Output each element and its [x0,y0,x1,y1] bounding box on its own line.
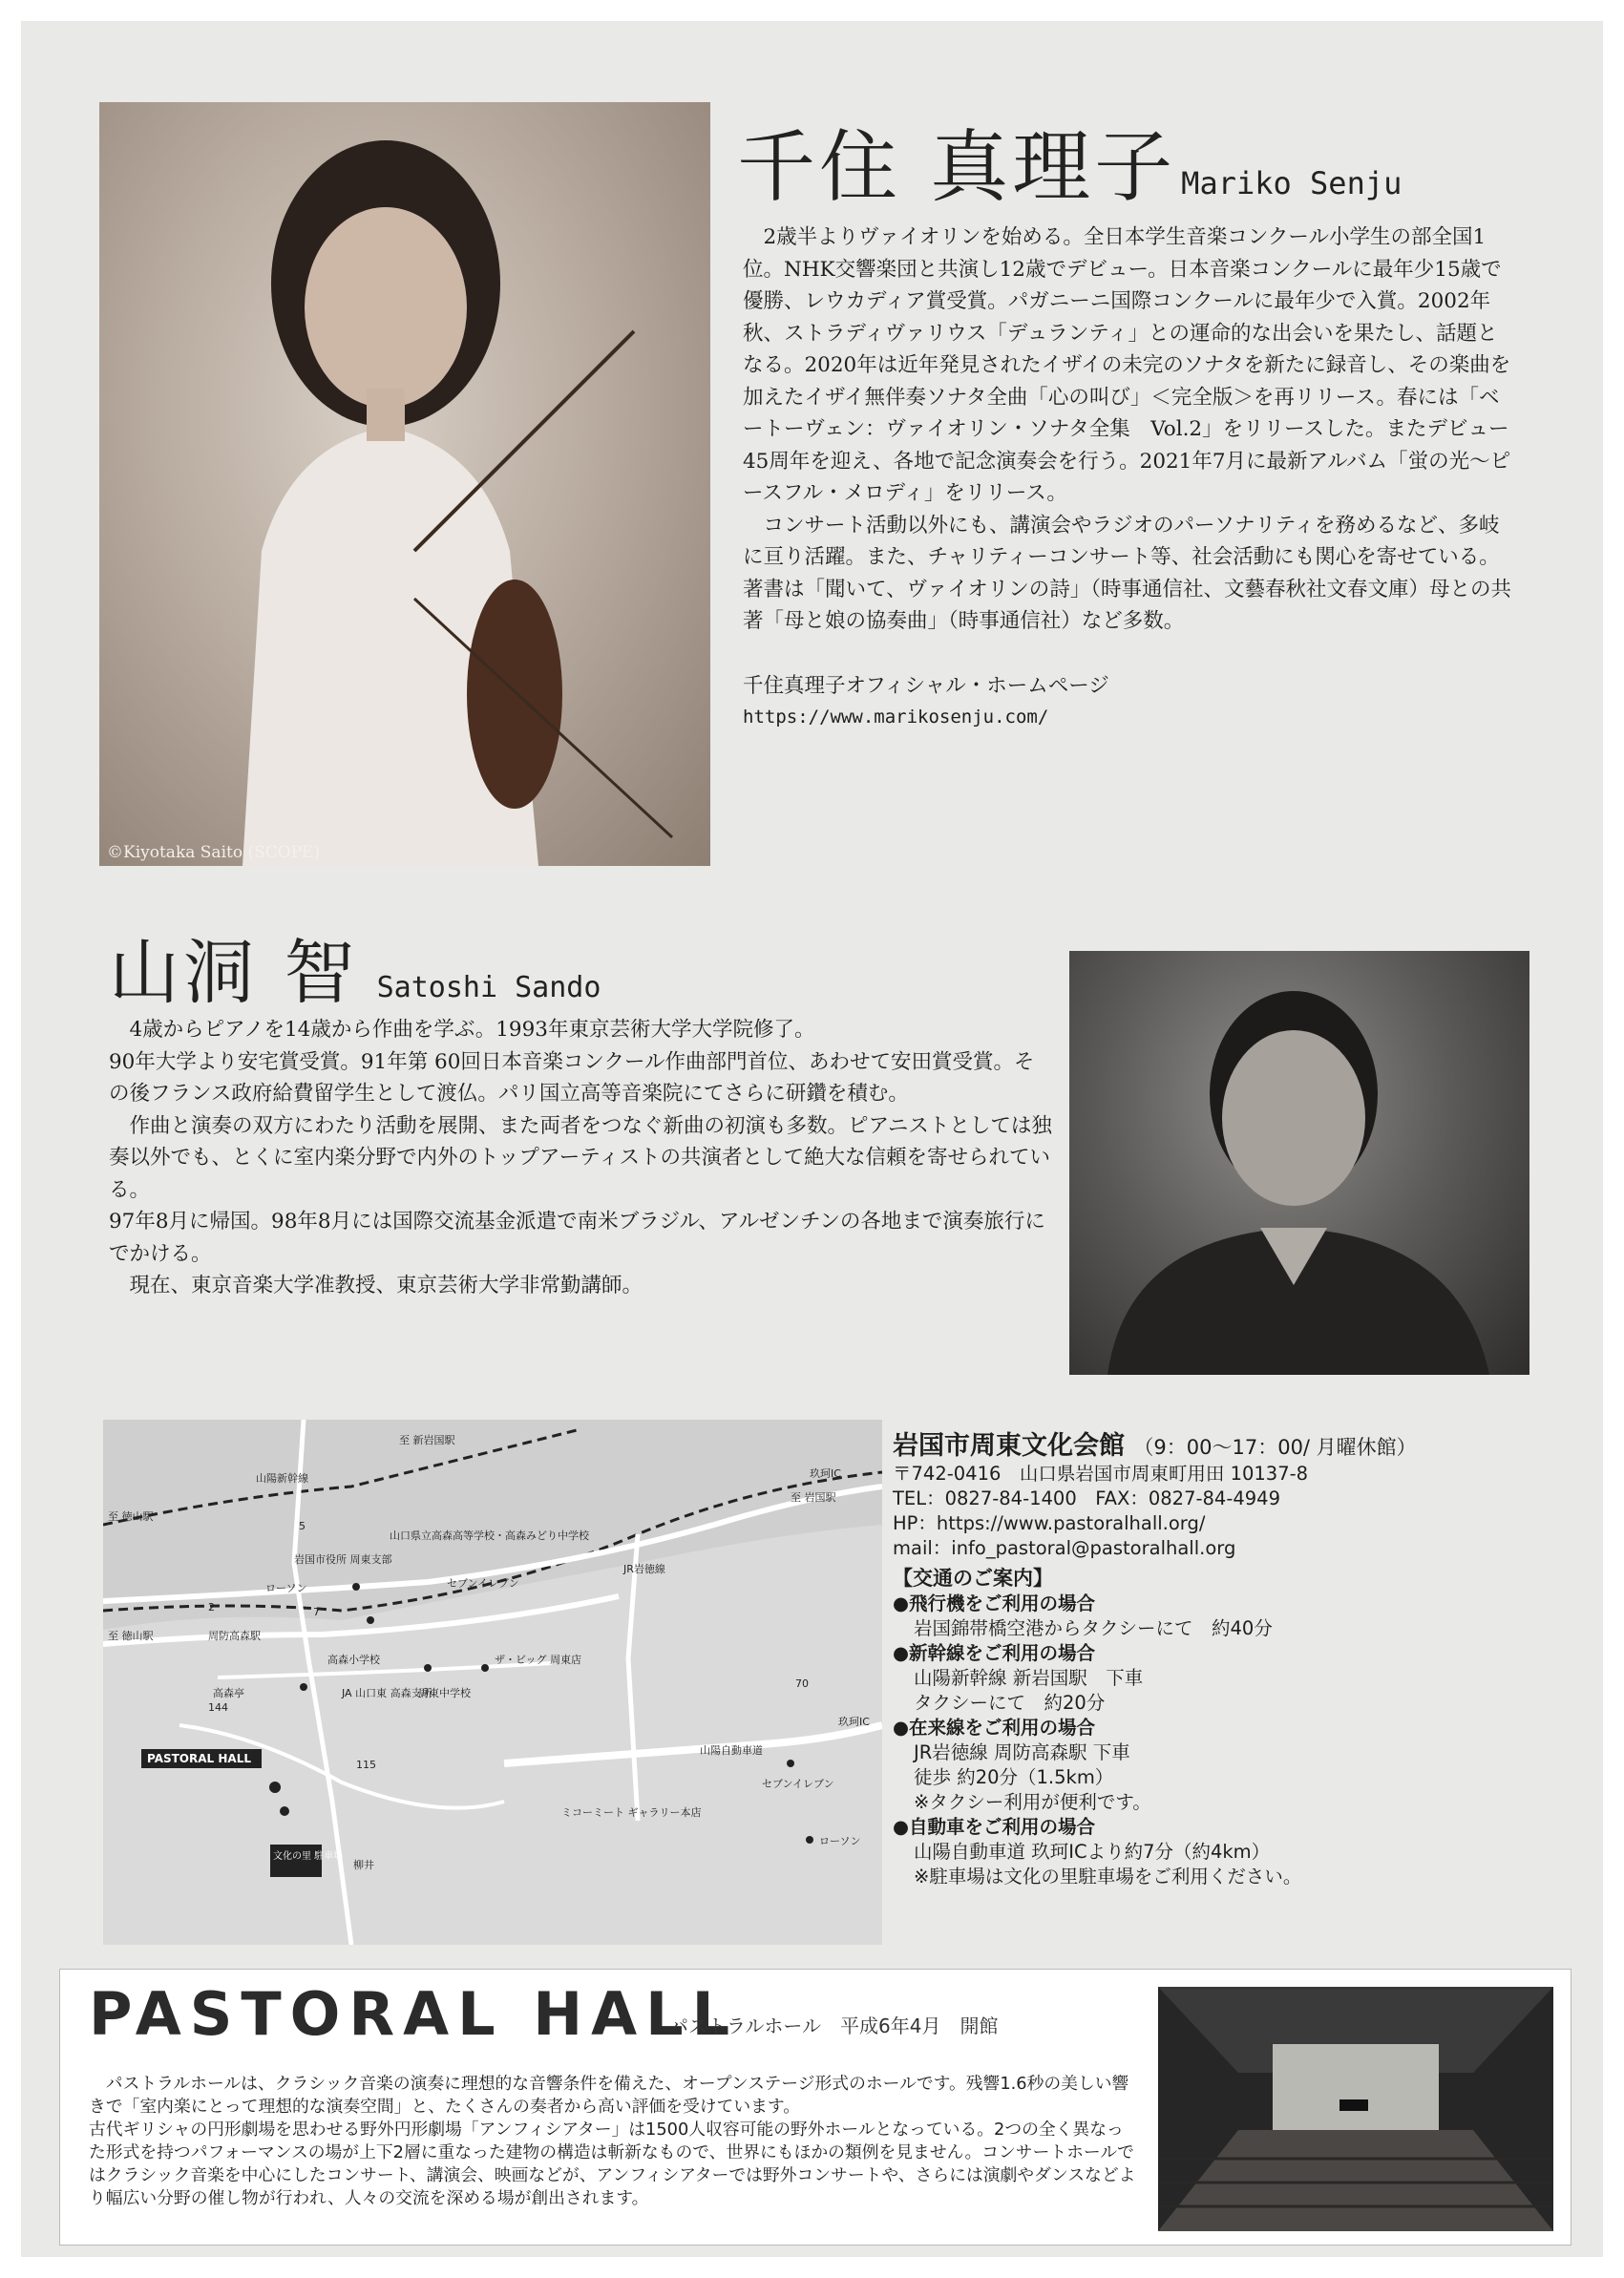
map-label-yanai: 柳井 [353,1859,374,1871]
map-label-seven-2: セブンイレブン [762,1778,834,1790]
map-label-ja: JA 山口東 高森支所 [342,1687,432,1699]
senju-name-en: Mariko Senju [1181,165,1403,201]
sando-bio-paragraph-1: 4歳からピアノを14歳から作曲を学ぶ。1993年東京芸術大学大学院修了。 [129,1018,815,1042]
senju-bio-paragraph-2: コンサート活動以外にも、講演会やラジオのパーソナリティを務めるなど、多岐に亘り活躍。また、チャリティーコンサート等、社会活動にも関心を寄せている。著書は「聞いて、ヴァイオリンの詩」（時事通信社、文藝春秋社文春文庫）母との共著「母と娘の協奏曲」（時事通信社）など多数。 [743,513,1511,633]
photo-credit: ©Kiyotaka Saito (SCOPE) [107,843,321,862]
sando-bio-paragraph-5: 現在、東京音楽大学准教授、東京芸術大学非常勤講師。 [129,1274,643,1297]
hall-desc-paragraph-1: パストラルホールは、クラシック音楽の演奏に理想的な音響条件を備えた、オープンステージ形式のホールです。残響1.6秒の美しい響きで「室内楽にとって理想的な演奏空間」と、たくさんの奏者から高い評価を受けています。 [89,2074,1129,2117]
access-train-head: ●在来線をご利用の場合 [893,1717,1096,1739]
pastoral-hall-section [59,1969,1571,2246]
sando-name-en: Satoshi Sando [376,971,601,1004]
access-plane [893,1592,1580,1641]
map-label-elementary: 高森小学校 [327,1654,380,1666]
map-label-shin-iwakuni: 至 新岩国駅 [399,1434,455,1446]
map-label-lawson-2: ローソン [819,1835,861,1847]
sando-name-jp: 山洞 智 [109,932,359,1014]
hall-interior-photo [1158,1987,1553,2231]
venue-hp[interactable]: HP：https://www.pastoralhall.org/ [893,1512,1206,1534]
map-label-suo-takamori: 周防高森駅 [208,1630,261,1642]
map-label-parking: 文化の里 駐車場 [273,1851,344,1862]
map-label-lawson-1: ローソン [265,1582,307,1594]
map-label-pastoral-hall: PASTORAL HALL [147,1752,251,1765]
map-label-expressway: 山陽自動車道 [700,1744,763,1757]
map-label-city-office: 岩国市役所 周東支部 [294,1553,392,1566]
pastoral-hall-description [89,2073,1139,2210]
senju-photo [99,102,710,866]
map-route-2: 2 [208,1601,215,1614]
map-route-5: 5 [299,1520,306,1532]
map-label-mikomeat: ミコーミート ギャラリー本店 [561,1806,702,1819]
sando-bio-paragraph-4: 97年8月に帰国。98年8月には国際交流基金派遣で南米ブラジル、アルゼンチンの各地まで演奏旅行にでかける。 [109,1210,1045,1266]
senju-homepage-url[interactable]: https://www.marikosenju.com/ [743,707,1049,728]
venue-mail[interactable]: mail：info_pastoral@pastoralhall.org [893,1537,1236,1559]
access-shinkansen-line: 山陽新幹線 新岩国駅 下車 [914,1667,1144,1689]
access-train-line: 徒歩 約20分（1.5km） [914,1766,1114,1788]
venue-hours: （9：00～17：00/ 月曜休館） [1133,1436,1417,1459]
sando-bio-paragraph-2: 90年大学より安宅賞受賞。91年第 60回日本音楽コンクール作曲部門首位、あわせて安田賞受賞。その後フランス政府給費留学生として渡仏。パリ国立高等音楽院にてさらに研鑽を積む。 [109,1049,1035,1106]
access-car-line: 山陽自動車道 玖珂ICより約7分（約4km） [914,1841,1271,1863]
map-label-takamoritei: 高森亭 [213,1687,244,1699]
access-plane-head: ●飛行機をご利用の場合 [893,1592,1096,1614]
access-car-line: ※駐車場は文化の里駐車場をご利用ください。 [914,1866,1302,1888]
map-label-tokuyama-1: 至 徳山駅 [108,1510,154,1523]
map-route-7: 7 [313,1606,320,1618]
senju-name [737,105,1402,217]
access-train-line: JR岩徳線 周防高森駅 下車 [914,1741,1130,1763]
sando-portrait-illustration [1069,951,1529,1375]
map-label-shinkansen: 山陽新幹線 [256,1472,308,1485]
map-route-144: 144 [208,1701,228,1714]
sando-bio-paragraph-3: 作曲と演奏の双方にわたり活動を展開、また両者をつなぐ新曲の初演も多数。ピアニストとしては独奏以外でも、とくに室内楽分野で内外のトップアーティストの共演者として絶大な信頼を寄せられている。 [109,1113,1052,1202]
map-label-tokuyama-2: 至 徳山駅 [108,1630,154,1642]
senju-homepage-label: 千住真理子オフィシャル・ホームページ [743,673,1109,698]
venue-name: 岩国市周東文化会館 [893,1431,1125,1461]
map-label-highschool: 山口県立高森高等学校・高森みどり中学校 [390,1529,589,1542]
access-local-train [893,1716,1580,1815]
venue-heading [893,1424,1580,1462]
flyer-page [21,21,1603,2257]
map-label-the-big: ザ・ビッグ 周東店 [495,1654,582,1666]
access-map[interactable] [103,1420,882,1945]
access-train-line: ※タクシー利用が便利です。 [914,1791,1151,1813]
access-shinkansen [893,1641,1580,1716]
sando-photo [1069,951,1529,1375]
pastoral-hall-logo: PASTORAL HALL [89,1979,739,2049]
map-label-iwakuni: 至 岩国駅 [791,1491,836,1504]
venue-tel-fax: TEL：0827-84-1400 FAX：0827-84-4949 [893,1487,1280,1509]
sando-name [109,917,601,1018]
senju-bio-paragraph-1: 2歳半よりヴァイオリンを始める。全日本学生音楽コンクール小学生の部全国1位。NHK交響楽団と共演し12歳でデビュー。日本音楽コンクールに最年少15歳で優勝、レウカディア賞受賞。パガニーニ国際コンクールに最年少で入賞。2002年秋、ストラディヴァリウス「デュランティ」との運命的な出会いを果たし、話題となる。2020年は近年発見されたイザイの未完のソナタを新たに録音し、その楽曲を加えたイザイ無伴奏ソナタ全曲「心の叫び」＜完全版＞を再リリース。春には「ベートーヴェン：ヴァイオリン・ソナタ全集 Vol.2」をリリースした。またデビュー45周年を迎え、各地で記念演奏会を行う。2021年7月に最新アルバム「蛍の光～ピースフル・メロディ」をリリース。 [743,225,1511,505]
map-route-115: 115 [356,1759,376,1771]
map-label-seven-1: セブンイレブン [447,1577,519,1590]
access-plane-line: 岩国錦帯橋空港からタクシーにて 約40分 [914,1617,1273,1639]
map-route-70: 70 [795,1677,809,1690]
hall-interior-illustration [1158,1987,1553,2231]
pastoral-hall-subtitle: パストラルホール 平成6年4月 開館 [669,2014,999,2037]
map-label-shuto-junior: 周東中学校 [418,1687,471,1699]
access-title: 【交通のご案内】 [893,1567,1053,1590]
sando-bio [109,1014,1054,1302]
access-shinkansen-head: ●新幹線をご利用の場合 [893,1642,1096,1664]
venue-info [893,1424,1580,1889]
senju-bio [743,221,1514,734]
access-shinkansen-line: タクシーにて 約20分 [914,1692,1106,1714]
map-label-jr-gantoku: JR岩徳線 [623,1563,665,1575]
senju-name-jp: 千住 真理子 [737,122,1177,213]
venue-postal: 〒742-0416 山口県岩国市周東町用田 10137-8 [893,1463,1309,1485]
map-label-kuga-ic-top: 玖珂IC [810,1467,841,1480]
map-canvas [103,1420,882,1945]
access-car-head: ●自動車をご利用の場合 [893,1816,1096,1838]
access-car [893,1815,1580,1889]
senju-portrait-illustration [99,102,710,866]
map-label-kuga-ic: 玖珂IC [838,1716,870,1728]
hall-desc-paragraph-2: 古代ギリシャの円形劇場を思わせる野外円形劇場「アンフィシアター」は1500人収容可能の野外ホールとなっている。2つの全く異なった形式を持つパフォーマンスの場が上下2層に重なった建物の構造は斬新なもので、世界にもほかの類例を見ません。コンサートホールではクラシック音楽を中心にしたコンサート、講演会、映画などが、アンフィシアターでは野外コンサートや、さらには演劇やダンスなどより幅広い分野の催し物が行われ、人々の交流を深める場が創出されます。 [89,2120,1136,2208]
